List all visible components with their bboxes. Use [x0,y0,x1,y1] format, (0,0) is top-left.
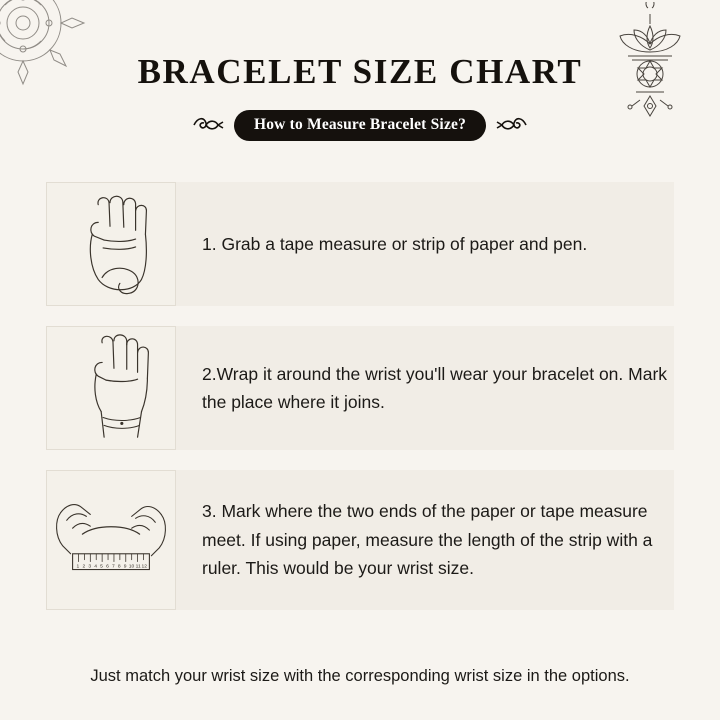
svg-text:10: 10 [128,564,135,570]
list-item [0,326,720,450]
svg-text:4: 4 [94,564,97,570]
step-text [176,470,720,610]
svg-text:1: 1 [76,564,80,570]
flourish-right-icon [496,113,528,137]
svg-text:11: 11 [135,564,141,570]
step-1-text: 1. Grab a tape measure or strip of paper and pen. [202,233,588,254]
subtitle-pill: How to Measure Bracelet Size? [234,110,486,141]
svg-text:5: 5 [100,564,103,570]
svg-text:8: 8 [117,564,121,570]
ruler-measuring-paper-strip-illustration [46,470,176,610]
flourish-left-icon [192,113,224,137]
fist-hand-with-tape-illustration [46,182,176,306]
svg-text:3: 3 [88,564,92,570]
svg-text:2: 2 [82,564,86,570]
step-2-text: 2.Wrap it around the wrist you'll wear your bracelet on. Mark the place where it joins. [202,363,668,412]
step-text [176,326,720,450]
svg-text:12: 12 [141,564,147,570]
svg-text:7: 7 [111,564,115,570]
steps-list [0,182,720,630]
step-3-text: 3. Mark where the two ends of the paper or tape measure meet. If using paper, measure the length of the strip with a ruler. This would be your wrist size. [202,501,653,579]
step-text [176,182,720,306]
hand-with-tape-around-wrist-illustration [46,326,176,450]
footer-note: Just match your wrist size with the corresponding wrist size in the options. [90,667,630,685]
list-item [0,470,720,610]
list-item [0,182,720,306]
subtitle-row [0,110,720,141]
page-title: BRACELET SIZE CHART [137,52,583,91]
svg-text:9: 9 [123,564,127,570]
svg-text:6: 6 [106,564,109,570]
